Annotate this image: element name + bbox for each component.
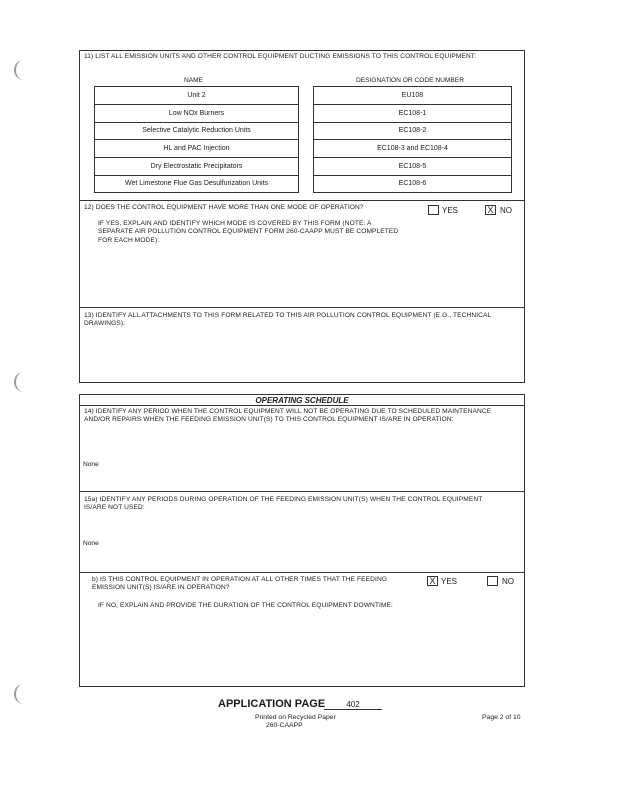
q15b-yes-label: YES: [441, 577, 458, 586]
q15b-explain: IF NO, EXPLAIN AND PROVIDE THE DURATION OF THE CONTROL EQUIPMENT DOWNTIME:: [98, 602, 393, 609]
code-cell: EC108-2: [314, 123, 511, 140]
col-name-header: NAME: [184, 77, 204, 84]
binder-hole: [14, 372, 26, 392]
q12-explain: IF YES, EXPLAIN AND IDENTIFY WHICH MODE IS COVERED BY THIS FORM (NOTE: A SEPARATE AIR POLLUTION CONTROL EQUIPMENT FORM 260-CAAPP MUST BE COMPLETED FOR EACH MODE):: [98, 220, 399, 244]
code-cell: EC108-5: [314, 158, 511, 176]
recycled-note: Printed on Recycled Paper: [255, 714, 336, 721]
q15b-text: b) IS THIS CONTROL EQUIPMENT IN OPERATION AT ALL OTHER TIMES THAT THE FEEDING EMISSION UNIT(S) IS/ARE IN OPERATION?: [92, 576, 388, 592]
q12-no-label: NO: [500, 206, 512, 215]
names-table: [94, 86, 299, 193]
q14-answer: None: [83, 461, 99, 468]
name-cell: Dry Electrostatic Precipitators: [95, 158, 298, 176]
q12-text: 12) DOES THE CONTROL EQUIPMENT HAVE MORE THAN ONE MODE OF OPERATION?: [84, 204, 364, 211]
q15b-no-checkbox[interactable]: [487, 576, 498, 586]
application-page-number: 402: [324, 700, 382, 710]
q15a-text: 15a) IDENTIFY ANY PERIODS DURING OPERATION OF THE FEEDING EMISSION UNIT(S) WHEN THE CONTROL EQUIPMENT IS/ARE NOT USED:: [84, 496, 483, 512]
code-cell: EC108-6: [398, 180, 427, 187]
col-code-header: DESIGNATION OR CODE NUMBER: [356, 77, 464, 84]
name-cell: Selective Catalytic Reduction Units: [95, 123, 298, 140]
section-emission-units: [79, 50, 525, 201]
q12-no-checkbox[interactable]: X: [485, 205, 496, 215]
q14-text: 14) IDENTIFY ANY PERIOD WHEN THE CONTROL EQUIPMENT WILL NOT BE OPERATING DUE TO SCHEDULED MAINTENANCE AND/OR REPAIRS WHEN THE FEEDING EMISSION UNIT(S) TO THIS CONTROL EQUIPMENT IS/ARE IN OPERATION:: [84, 408, 492, 424]
q12-yes-label: YES: [442, 206, 459, 215]
name-cell: HL and PAC Injection: [95, 140, 298, 158]
q13-text: 13) IDENTIFY ALL ATTACHMENTS TO THIS FORM RELATED TO THIS AIR POLLUTION CONTROL EQUIPMENT (E.G., TECHNICAL DRAWINGS):: [84, 312, 492, 328]
section-modes: [79, 200, 525, 308]
codes-table: [313, 86, 512, 193]
binder-hole: [14, 60, 26, 80]
section-attachments: [79, 307, 525, 383]
page-of: Page 2 of 10: [482, 714, 521, 721]
q15b-yes-checkbox[interactable]: X: [427, 576, 438, 586]
code-cell: EU108: [314, 87, 511, 105]
name-cell: Wet Limestone Flue Gas Desulfurization Units: [124, 180, 269, 187]
code-cell: EC108-3 and EC108-4: [314, 140, 511, 158]
section-operating-schedule: [79, 394, 525, 687]
form-number: 260-CAAPP: [266, 722, 303, 729]
application-page-label: APPLICATION PAGE: [218, 698, 326, 710]
q11-text: 11) LIST ALL EMISSION UNITS AND OTHER CONTROL EQUIPMENT DUCTING EMISSIONS TO THIS CONTROL EQUIPMENT:: [84, 53, 477, 60]
q12-yes-checkbox[interactable]: [428, 205, 439, 215]
code-cell: EC108-1: [314, 105, 511, 123]
q15b-no-label: NO: [502, 577, 514, 586]
binder-hole: [14, 684, 26, 704]
name-cell: Unit 2: [95, 87, 298, 105]
q15a-answer: None: [83, 540, 99, 547]
schedule-heading: OPERATING SCHEDULE: [255, 396, 349, 405]
name-cell: Low NOx Burners: [95, 105, 298, 123]
